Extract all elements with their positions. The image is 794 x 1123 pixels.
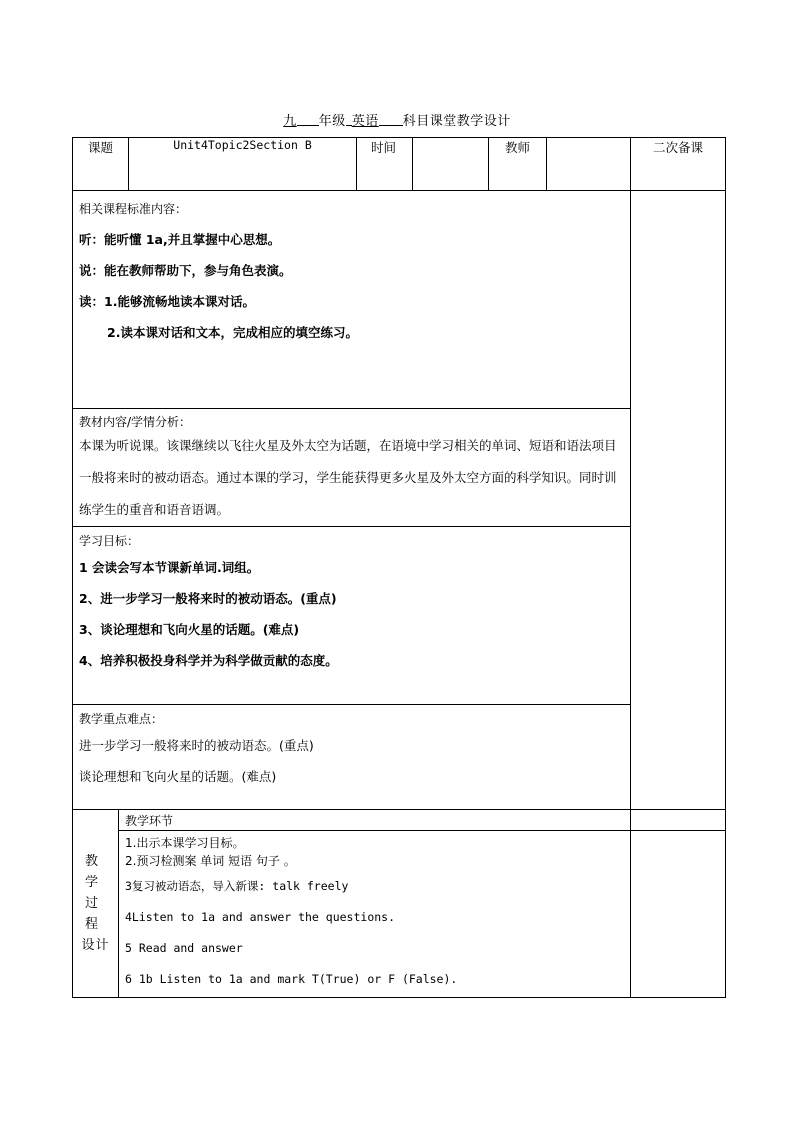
process-step: 6 1b Listen to 1a and mark T(True) or F (False). <box>125 972 458 986</box>
process-step: 3复习被动语态，导入新课: talk freely <box>125 879 349 893</box>
standards-line: 读：1.能够流畅地读本课对话。 <box>79 294 255 309</box>
grade-blank <box>297 113 319 126</box>
process-second-prep-cell <box>631 810 726 831</box>
key-points-section <box>73 705 631 810</box>
standards-line: 听：能听懂 1a,并且掌握中心思想。 <box>79 232 281 247</box>
key-points-row <box>73 705 726 810</box>
time-value <box>413 138 489 191</box>
analysis-row <box>73 409 726 527</box>
key-point-line: 谈论理想和飞向火星的话题。(难点) <box>79 769 277 784</box>
grade-suffix: 年级 <box>318 114 346 129</box>
process-side-label <box>73 810 119 998</box>
objectives-row <box>73 527 726 705</box>
key-point-line: 进一步学习一般将来时的被动语态。(重点) <box>79 738 314 753</box>
page-title <box>0 110 794 129</box>
subject-value: 英语 <box>351 114 379 129</box>
analysis-label: 教材内容/学情分析： <box>79 415 192 429</box>
lesson-label: 课题 <box>73 138 129 191</box>
process-step: 1.出示本课学习目标。 <box>125 836 245 850</box>
process-title-row <box>73 810 726 831</box>
info-row <box>73 138 726 191</box>
objective-line: 4、培养积极投身科学并为科学做贡献的态度。 <box>79 653 338 668</box>
standards-line: 2.读本课对话和文本，完成相应的填空练习。 <box>107 325 358 340</box>
process-side-line: 过 程 <box>84 896 106 932</box>
title-tail: 科目课堂教学设计 <box>402 114 511 129</box>
teacher-label: 教师 <box>489 138 547 191</box>
standards-line: 说：能在教师帮助下，参与角色表演。 <box>79 263 292 278</box>
process-second-prep-cell <box>631 831 726 998</box>
process-steps <box>119 831 631 998</box>
teacher-value <box>547 138 631 191</box>
objectives-label: 学习目标： <box>79 534 140 548</box>
objectives-section <box>73 527 631 705</box>
analysis-section <box>73 409 631 527</box>
process-section-title: 教学环节 <box>119 810 631 831</box>
process-step: 5 Read and answer <box>125 941 243 955</box>
second-prep-column <box>631 191 726 810</box>
objective-line: 1 会读会写本节课新单词.词组。 <box>79 560 260 575</box>
standards-row <box>73 191 726 409</box>
process-side-line: 教 学 <box>84 854 106 890</box>
objective-line: 3、谈论理想和飞向火星的话题。(难点) <box>79 622 300 637</box>
analysis-text: 本课为听说课。该课继续以飞往火星及外太空为话题，在语境中学习相关的单词、短语和语法项目一般将来时的被动语态。通过本课的学习，学生能获得更多火星及外太空方面的科学知识。同时训练学生的重音和语音语调。 <box>79 438 617 517</box>
process-step: 4Listen to 1a and answer the questions. <box>125 910 396 924</box>
objective-line: 2、进一步学习一般将来时的被动语态。(重点) <box>79 591 337 606</box>
process-step: 2.预习检测案 单词 短语 句子 。 <box>125 854 296 868</box>
standards-section <box>73 191 631 409</box>
time-label: 时间 <box>357 138 413 191</box>
process-side-line: 设计 <box>81 938 110 953</box>
key-points-label: 教学重点难点： <box>79 712 164 726</box>
lesson-plan-table <box>72 137 726 998</box>
process-steps-row <box>73 831 726 998</box>
standards-label: 相关课程标准内容： <box>79 202 188 216</box>
subject-blank-right <box>379 113 403 126</box>
second-prep-label: 二次备课 <box>631 138 726 191</box>
grade-value: 九 <box>283 114 297 129</box>
lesson-value: Unit4Topic2Section B <box>129 138 357 191</box>
